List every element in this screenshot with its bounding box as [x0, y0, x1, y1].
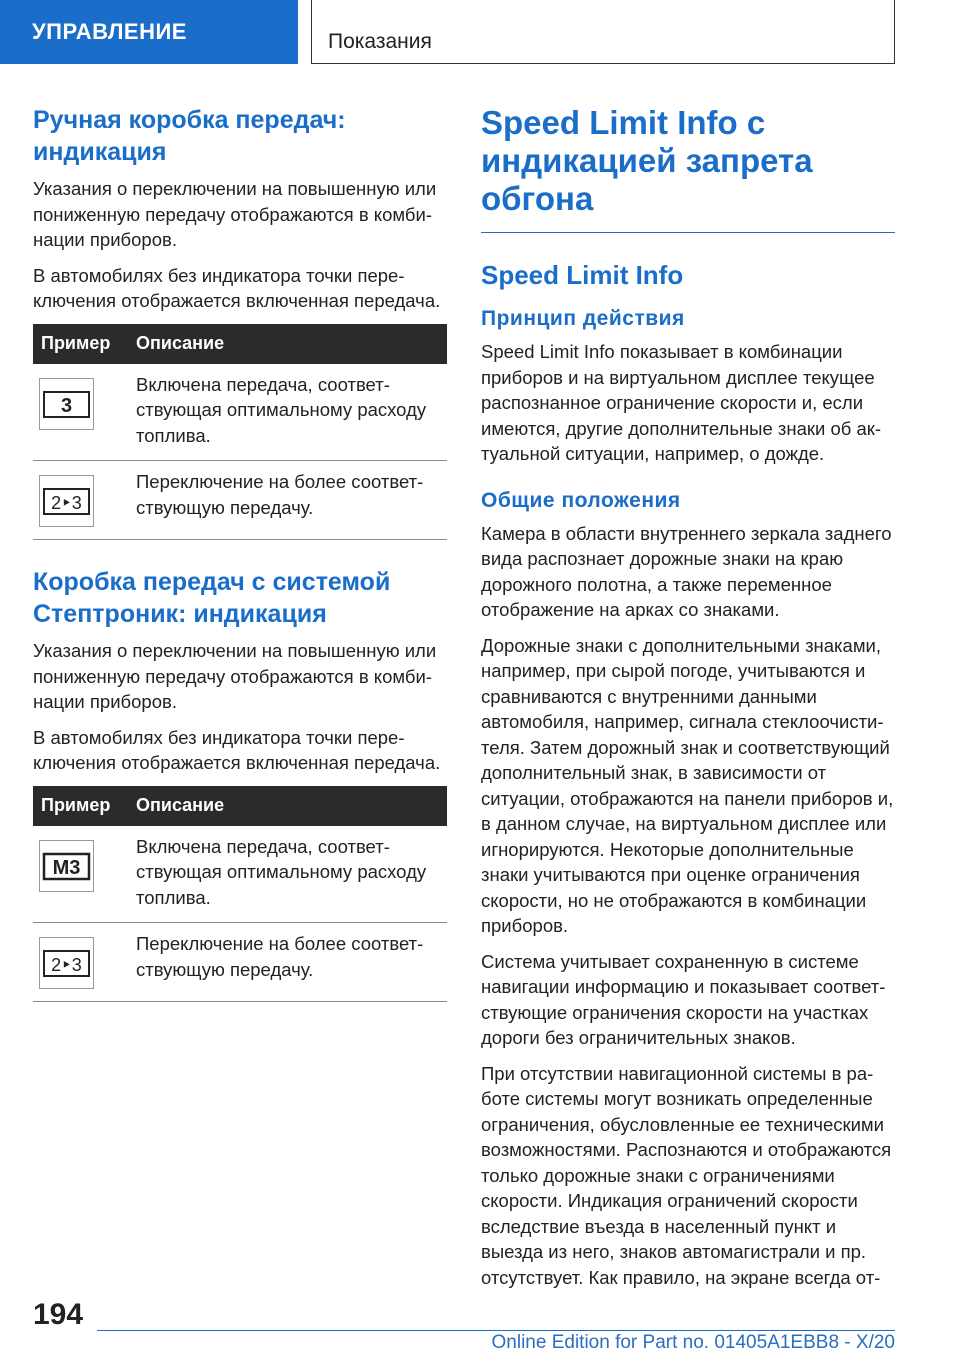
manual-gear-table	[33, 324, 447, 541]
table-header-description: Описание	[136, 786, 447, 826]
general-paragraph-1: Камера в области внутреннего зеркала заднего вида распознает дорожные знаки на краю дорожного полотна, а также переменное отображение на арках со знаками.	[481, 522, 892, 620]
footer-divider	[97, 1330, 895, 1331]
gear-m3-icon	[39, 840, 94, 892]
left-column	[33, 104, 447, 1002]
shift-up-icon-label: 2‣3	[51, 955, 82, 975]
manual-paragraph-2: В автомобилях без индикатора точки переключения отображается включенная передача.	[33, 264, 441, 311]
general-heading: Общие положения	[481, 488, 681, 512]
manual-gearbox-heading: Ручная коробка передач: индикация	[33, 106, 346, 166]
gear-3-icon-label: 3	[60, 394, 73, 417]
section-tab: УПРАВЛЕНИЕ	[0, 0, 298, 64]
speed-limit-subtitle: Speed Limit Info	[481, 260, 684, 290]
right-column	[481, 104, 895, 1300]
steptronic-paragraph-2: В автомобилях без индикатора точки переключения отображается включенная передача.	[33, 726, 441, 773]
title-divider	[481, 232, 895, 233]
principle-heading: Принцип действия	[481, 307, 685, 330]
table-cell: Включена передача, соответствующая оптимальному расходу топлива.	[136, 826, 447, 923]
table-header-description: Описание	[136, 324, 447, 364]
table-cell: Включена передача, соответствующая оптимальному расходу топлива.	[136, 364, 447, 461]
table-row	[33, 364, 447, 461]
principle-paragraph: Speed Limit Info показывает в комбинации приборов и на виртуальном дисплее текущее распознанное ограничение скорости и, если имеются, другие дополнительные знаки об актуальной ситуации, например, о дожде.	[481, 341, 882, 464]
general-paragraph-4: При отсутствии навигационной системы в работе системы могут возникать определенные ограничения, обусловленные ее техническими возможностями. Распознаются и отображаются только дорожные знаки с ограничениями скорости. Индикация ограничений скорости вследствие въезда в населенный пункт и выезда из него, знаков автомагистрали и пр. отсутствует. Как правило, на экране всегда от-	[481, 1062, 892, 1288]
speed-limit-title: Speed Limit Info с индикацией запрета обгона	[481, 104, 813, 217]
steptronic-heading: Коробка передач с системой Стептроник: индикация	[33, 568, 391, 628]
shift-up-icon	[39, 937, 94, 989]
gear-m3-icon-label: M3	[52, 856, 81, 879]
chapter-title: Показания	[311, 0, 895, 64]
shift-up-icon-label: 2‣3	[51, 493, 82, 513]
table-header-example: Пример	[33, 786, 136, 826]
general-paragraph-3: Система учитывает сохраненную в системе навигации информацию и показывает соответствующие ограничения скорости на участках дороги без ограничительных знаков.	[481, 950, 886, 1048]
steptronic-paragraph-1: Указания о переключении на повышенную или пониженную передачу отображаются в комбинации приборов.	[33, 640, 437, 712]
manual-paragraph-1: Указания о переключении на повышенную или пониженную передачу отображаются в комбинации приборов.	[33, 178, 437, 250]
gear-3-icon	[39, 378, 94, 430]
page-number: 194	[33, 1298, 84, 1331]
table-row	[33, 923, 447, 1002]
table-header-example: Пример	[33, 324, 136, 364]
table-cell: Переключение на более соответствующую передачу.	[136, 461, 447, 540]
table-row	[33, 461, 447, 540]
table-cell: Переключение на более соответствующую передачу.	[136, 923, 447, 1002]
shift-up-icon	[39, 475, 94, 527]
table-row	[33, 826, 447, 923]
edition-note: Online Edition for Part no. 01405A1EBB8 - X/20	[491, 1332, 895, 1353]
general-paragraph-2: Дорожные знаки с дополнительными знаками, например, при сырой погоде, учитываются и сравниваются с внутренними данными автомобиля, например, сигнала стеклоочистителя. Затем дорожный знак и соответствующий дополнительный знак, в зависимости от ситуации, отображаются на панели приборов и, в данном случае, на виртуальном дисплее или игнорируются. Некоторые дополнительные знаки учитываются при оценке ограничения скорости, но не отображаются в комбинации приборов.	[481, 634, 894, 936]
steptronic-table	[33, 786, 447, 1003]
